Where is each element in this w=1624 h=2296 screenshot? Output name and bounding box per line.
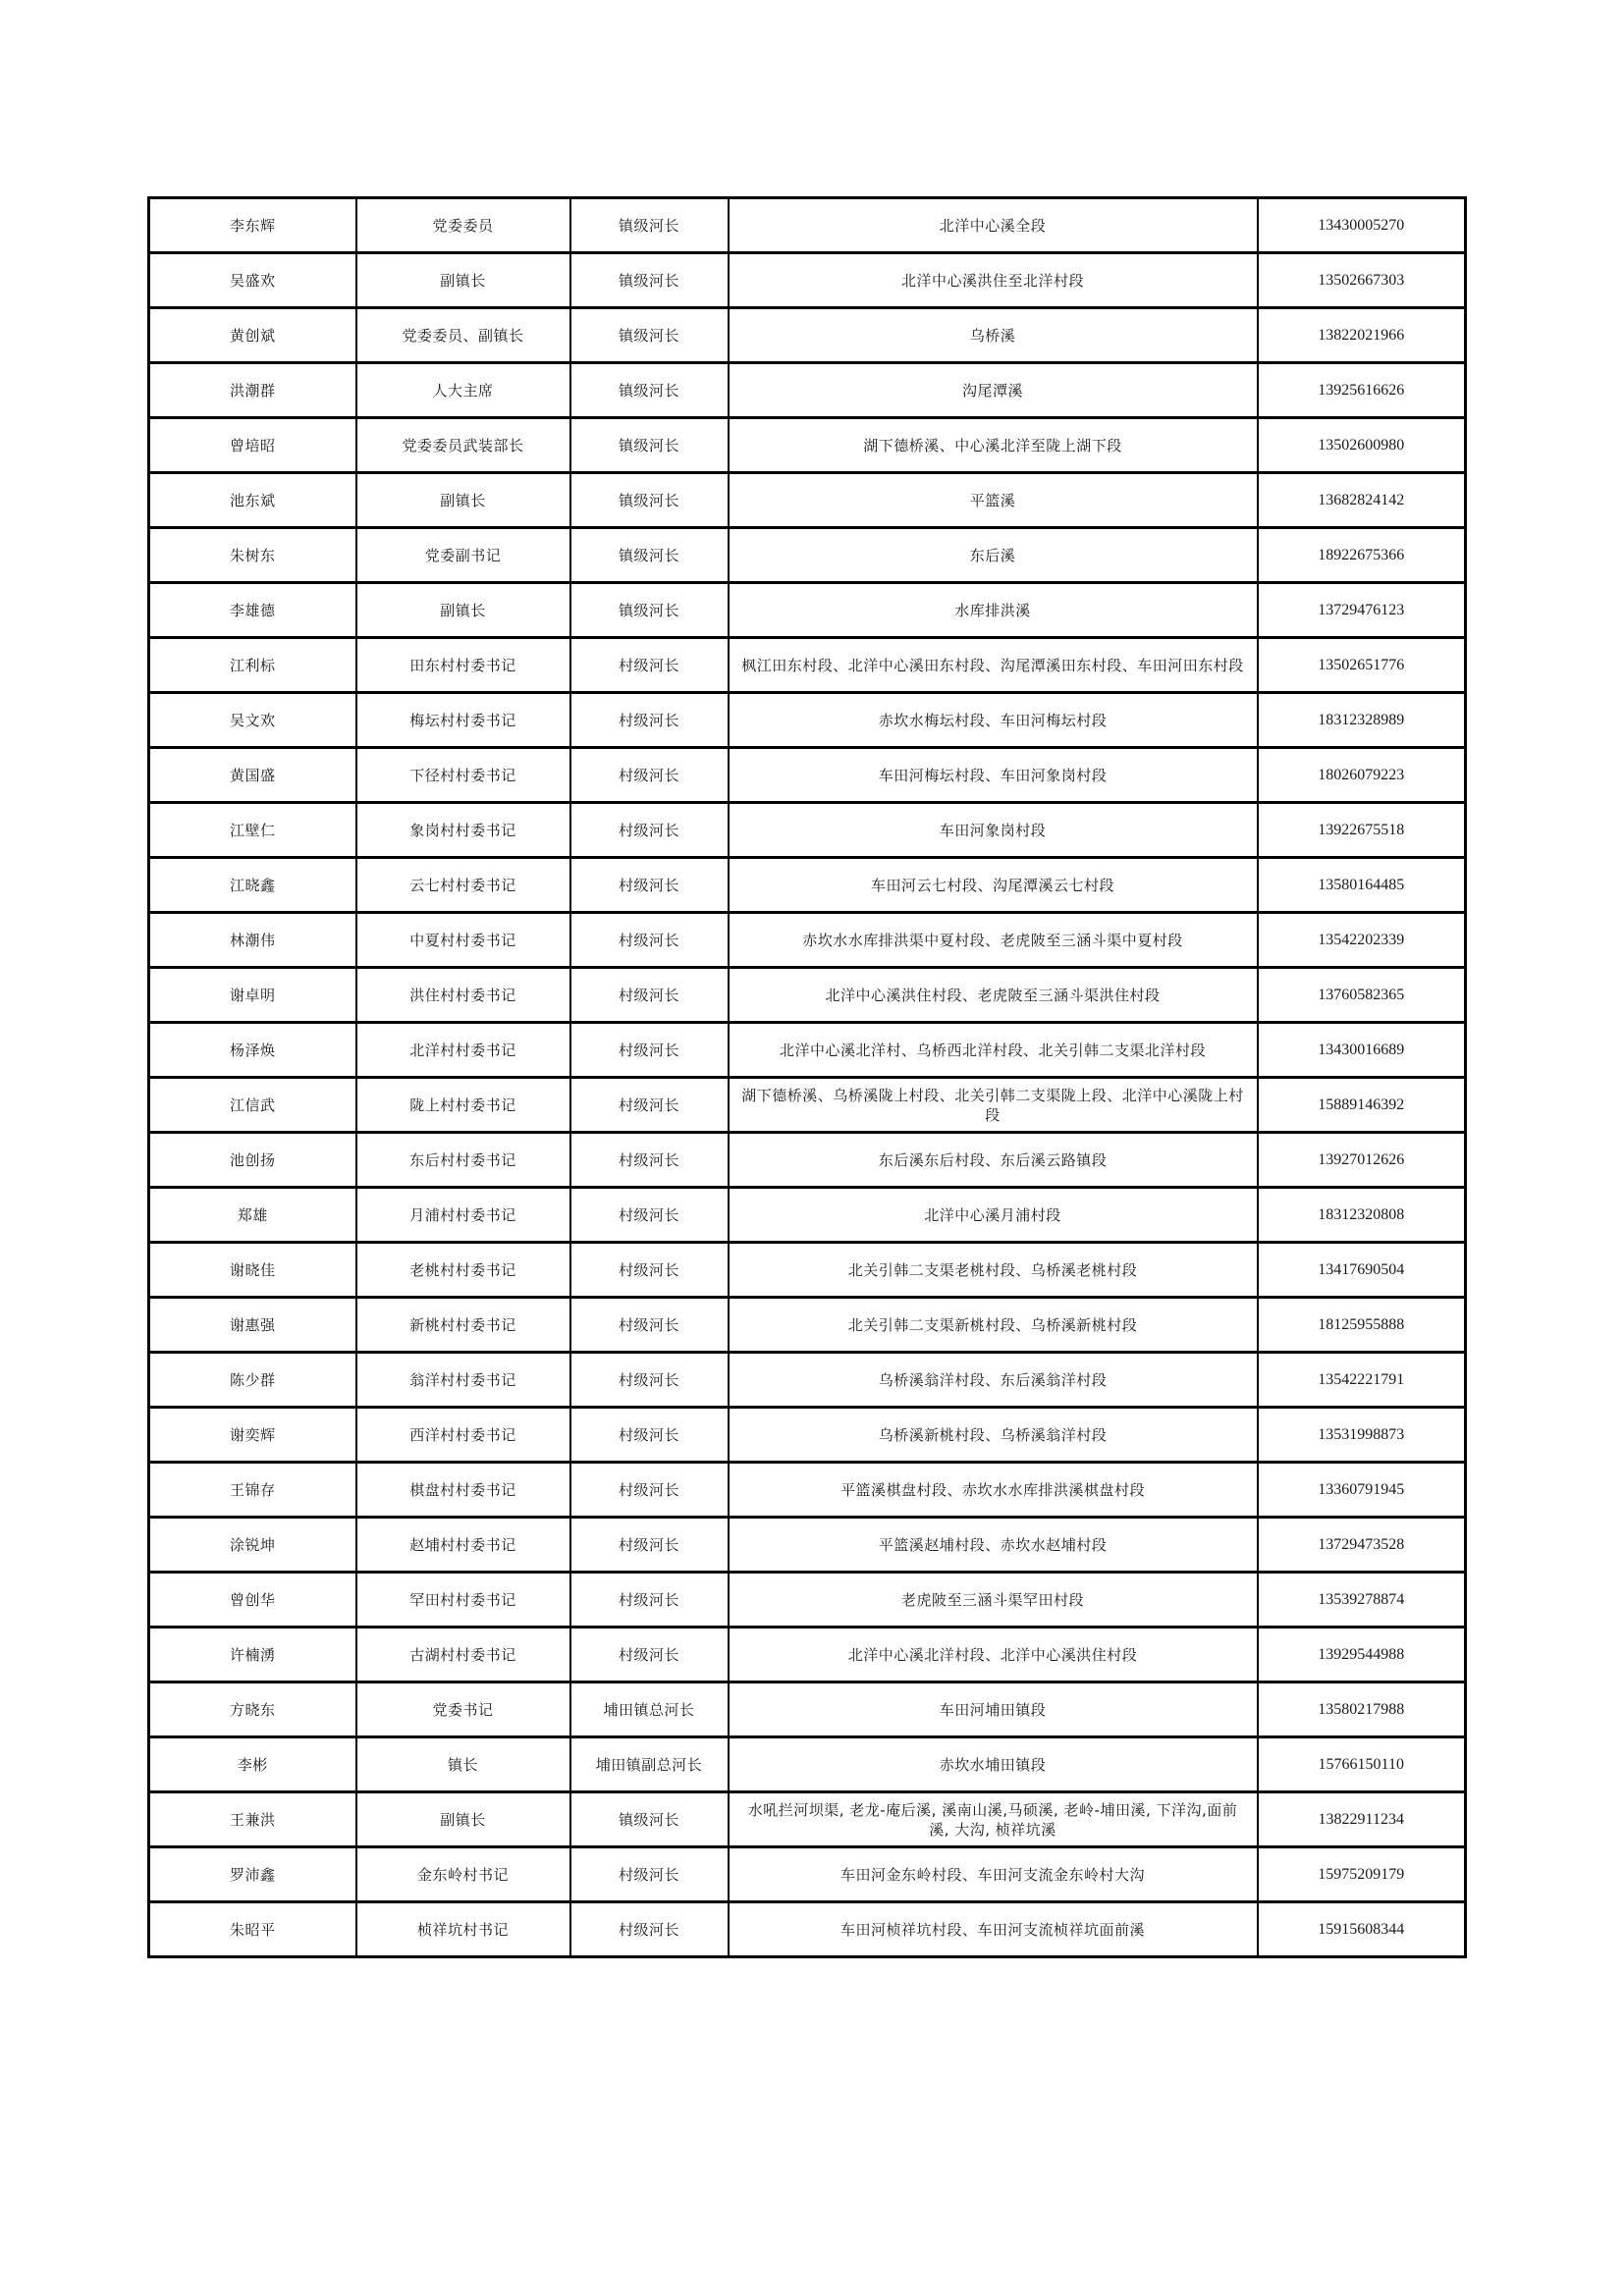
level-cell: 镇级河长 xyxy=(570,418,729,473)
phone-cell: 13502651776 xyxy=(1258,638,1466,693)
level-cell: 村级河长 xyxy=(570,968,729,1023)
position-cell: 东后村村委书记 xyxy=(356,1133,570,1188)
phone-cell: 13682824142 xyxy=(1258,473,1466,528)
phone-cell: 13580164485 xyxy=(1258,858,1466,913)
position-cell: 副镇长 xyxy=(356,1792,570,1847)
level-cell: 村级河长 xyxy=(570,748,729,803)
level-cell: 村级河长 xyxy=(570,1628,729,1682)
position-cell: 副镇长 xyxy=(356,583,570,638)
position-cell: 西洋村村委书记 xyxy=(356,1408,570,1463)
phone-cell: 13580217988 xyxy=(1258,1682,1466,1737)
river-cell: 平篮溪 xyxy=(729,473,1258,528)
river-cell: 北关引韩二支渠老桃村段、乌桥溪老桃村段 xyxy=(729,1243,1258,1298)
name-cell: 谢奕辉 xyxy=(149,1408,356,1463)
level-cell: 村级河长 xyxy=(570,1133,729,1188)
level-cell: 镇级河长 xyxy=(570,253,729,308)
level-cell: 村级河长 xyxy=(570,1188,729,1243)
position-cell: 梅坛村村委书记 xyxy=(356,693,570,748)
name-cell: 王锦存 xyxy=(149,1463,356,1518)
table-row xyxy=(149,1133,1466,1188)
name-cell: 曾培昭 xyxy=(149,418,356,473)
position-cell: 象岗村村委书记 xyxy=(356,803,570,858)
position-cell: 党委委员、副镇长 xyxy=(356,308,570,363)
level-cell: 镇级河长 xyxy=(570,1792,729,1847)
phone-cell: 13925616626 xyxy=(1258,363,1466,418)
river-cell: 平篮溪棋盘村段、赤坎水水库排洪溪棋盘村段 xyxy=(729,1463,1258,1518)
name-cell: 李雄德 xyxy=(149,583,356,638)
river-cell: 车田河埔田镇段 xyxy=(729,1682,1258,1737)
phone-cell: 18922675366 xyxy=(1258,528,1466,583)
name-cell: 黄国盛 xyxy=(149,748,356,803)
phone-cell: 13760582365 xyxy=(1258,968,1466,1023)
level-cell: 村级河长 xyxy=(570,913,729,968)
table-row xyxy=(149,968,1466,1023)
table-row xyxy=(149,1078,1466,1133)
table-row xyxy=(149,1298,1466,1353)
level-cell: 村级河长 xyxy=(570,638,729,693)
river-cell: 北洋中心溪洪住村段、老虎陂至三涵斗渠洪住村段 xyxy=(729,968,1258,1023)
name-cell: 曾创华 xyxy=(149,1573,356,1628)
table-row xyxy=(149,308,1466,363)
position-cell: 副镇长 xyxy=(356,253,570,308)
table-row xyxy=(149,583,1466,638)
table-row xyxy=(149,1023,1466,1078)
level-cell: 村级河长 xyxy=(570,1847,729,1902)
level-cell: 镇级河长 xyxy=(570,308,729,363)
position-cell: 老桃村村委书记 xyxy=(356,1243,570,1298)
level-cell: 村级河长 xyxy=(570,1353,729,1408)
phone-cell: 13542221791 xyxy=(1258,1353,1466,1408)
river-cell: 乌桥溪 xyxy=(729,308,1258,363)
position-cell: 云七村村委书记 xyxy=(356,858,570,913)
table-row xyxy=(149,1518,1466,1573)
table-row xyxy=(149,913,1466,968)
position-cell: 赵埔村村委书记 xyxy=(356,1518,570,1573)
phone-cell: 15766150110 xyxy=(1258,1737,1466,1792)
river-cell: 北洋中心溪北洋村、乌桥西北洋村段、北关引韩二支渠北洋村段 xyxy=(729,1023,1258,1078)
phone-cell: 18026079223 xyxy=(1258,748,1466,803)
position-cell: 党委副书记 xyxy=(356,528,570,583)
table-row xyxy=(149,473,1466,528)
river-cell: 平篮溪赵埔村段、赤坎水赵埔村段 xyxy=(729,1518,1258,1573)
name-cell: 郑雄 xyxy=(149,1188,356,1243)
name-cell: 吴文欢 xyxy=(149,693,356,748)
position-cell: 翁洋村村委书记 xyxy=(356,1353,570,1408)
position-cell: 罕田村村委书记 xyxy=(356,1573,570,1628)
river-cell: 北洋中心溪月浦村段 xyxy=(729,1188,1258,1243)
phone-cell: 13929544988 xyxy=(1258,1628,1466,1682)
phone-cell: 18312328989 xyxy=(1258,693,1466,748)
position-cell: 桢祥坑村书记 xyxy=(356,1902,570,1957)
river-cell: 赤坎水水库排洪渠中夏村段、老虎陂至三涵斗渠中夏村段 xyxy=(729,913,1258,968)
position-cell: 党委委员武装部长 xyxy=(356,418,570,473)
river-cell: 乌桥溪翁洋村段、东后溪翁洋村段 xyxy=(729,1353,1258,1408)
table-row xyxy=(149,1792,1466,1847)
table-row xyxy=(149,803,1466,858)
level-cell: 埔田镇总河长 xyxy=(570,1682,729,1737)
level-cell: 村级河长 xyxy=(570,1463,729,1518)
level-cell: 镇级河长 xyxy=(570,198,729,253)
position-cell: 月浦村村委书记 xyxy=(356,1188,570,1243)
phone-cell: 13430005270 xyxy=(1258,198,1466,253)
name-cell: 江晓鑫 xyxy=(149,858,356,913)
phone-cell: 13822021966 xyxy=(1258,308,1466,363)
name-cell: 江信武 xyxy=(149,1078,356,1133)
level-cell: 村级河长 xyxy=(570,803,729,858)
table-row xyxy=(149,418,1466,473)
river-cell: 北洋中心溪全段 xyxy=(729,198,1258,253)
river-cell: 车田河象岗村段 xyxy=(729,803,1258,858)
position-cell: 副镇长 xyxy=(356,473,570,528)
phone-cell: 13502667303 xyxy=(1258,253,1466,308)
name-cell: 许楠湧 xyxy=(149,1628,356,1682)
level-cell: 村级河长 xyxy=(570,1243,729,1298)
river-cell: 水库排洪溪 xyxy=(729,583,1258,638)
table-row xyxy=(149,638,1466,693)
name-cell: 江利标 xyxy=(149,638,356,693)
phone-cell: 13542202339 xyxy=(1258,913,1466,968)
table-row xyxy=(149,1243,1466,1298)
table-row xyxy=(149,1847,1466,1902)
level-cell: 村级河长 xyxy=(570,858,729,913)
river-cell: 车田河梅坛村段、车田河象岗村段 xyxy=(729,748,1258,803)
river-cell: 车田河桢祥坑村段、车田河支流桢祥坑面前溪 xyxy=(729,1902,1258,1957)
level-cell: 镇级河长 xyxy=(570,363,729,418)
phone-cell: 13539278874 xyxy=(1258,1573,1466,1628)
phone-cell: 13729473528 xyxy=(1258,1518,1466,1573)
level-cell: 镇级河长 xyxy=(570,583,729,638)
position-cell: 棋盘村村委书记 xyxy=(356,1463,570,1518)
phone-cell: 13360791945 xyxy=(1258,1463,1466,1518)
name-cell: 黄创斌 xyxy=(149,308,356,363)
table-row xyxy=(149,748,1466,803)
river-cell: 沟尾潭溪 xyxy=(729,363,1258,418)
phone-cell: 15975209179 xyxy=(1258,1847,1466,1902)
level-cell: 镇级河长 xyxy=(570,473,729,528)
table-row xyxy=(149,1188,1466,1243)
name-cell: 谢卓明 xyxy=(149,968,356,1023)
name-cell: 池创扬 xyxy=(149,1133,356,1188)
table-row xyxy=(149,1628,1466,1682)
phone-cell: 13430016689 xyxy=(1258,1023,1466,1078)
phone-cell: 13502600980 xyxy=(1258,418,1466,473)
river-chief-roster-table xyxy=(147,196,1467,1958)
river-cell: 北洋中心溪洪住至北洋村段 xyxy=(729,253,1258,308)
table-body xyxy=(149,198,1466,1957)
river-cell: 东后溪东后村段、东后溪云路镇段 xyxy=(729,1133,1258,1188)
name-cell: 李东辉 xyxy=(149,198,356,253)
name-cell: 洪潮群 xyxy=(149,363,356,418)
level-cell: 村级河长 xyxy=(570,1298,729,1353)
table-row xyxy=(149,1353,1466,1408)
phone-cell: 13927012626 xyxy=(1258,1133,1466,1188)
position-cell: 中夏村村委书记 xyxy=(356,913,570,968)
position-cell: 党委书记 xyxy=(356,1682,570,1737)
name-cell: 陈少群 xyxy=(149,1353,356,1408)
table-row xyxy=(149,858,1466,913)
name-cell: 林潮伟 xyxy=(149,913,356,968)
table-row xyxy=(149,1737,1466,1792)
position-cell: 古湖村村委书记 xyxy=(356,1628,570,1682)
position-cell: 田东村村委书记 xyxy=(356,638,570,693)
table-row xyxy=(149,253,1466,308)
level-cell: 镇级河长 xyxy=(570,528,729,583)
river-cell: 湖下德桥溪、乌桥溪陇上村段、北关引韩二支渠陇上段、北洋中心溪陇上村段 xyxy=(729,1078,1258,1133)
name-cell: 池东斌 xyxy=(149,473,356,528)
position-cell: 北洋村村委书记 xyxy=(356,1023,570,1078)
river-cell: 北洋中心溪北洋村段、北洋中心溪洪住村段 xyxy=(729,1628,1258,1682)
table-row xyxy=(149,693,1466,748)
position-cell: 洪住村村委书记 xyxy=(356,968,570,1023)
river-cell: 水吼拦河坝渠, 老龙-庵后溪, 溪南山溪,马硕溪, 老岭-埔田溪, 下洋沟,面前溪, 大沟, 桢祥坑溪 xyxy=(729,1792,1258,1847)
position-cell: 镇长 xyxy=(356,1737,570,1792)
river-cell: 乌桥溪新桃村段、乌桥溪翁洋村段 xyxy=(729,1408,1258,1463)
position-cell: 下径村村委书记 xyxy=(356,748,570,803)
river-cell: 赤坎水埔田镇段 xyxy=(729,1737,1258,1792)
name-cell: 谢晓佳 xyxy=(149,1243,356,1298)
level-cell: 村级河长 xyxy=(570,1078,729,1133)
phone-cell: 18125955888 xyxy=(1258,1298,1466,1353)
level-cell: 村级河长 xyxy=(570,1023,729,1078)
table-row xyxy=(149,1408,1466,1463)
position-cell: 金东岭村书记 xyxy=(356,1847,570,1902)
level-cell: 村级河长 xyxy=(570,1902,729,1957)
name-cell: 杨泽焕 xyxy=(149,1023,356,1078)
river-cell: 老虎陂至三涵斗渠罕田村段 xyxy=(729,1573,1258,1628)
level-cell: 村级河长 xyxy=(570,693,729,748)
position-cell: 党委委员 xyxy=(356,198,570,253)
phone-cell: 13729476123 xyxy=(1258,583,1466,638)
phone-cell: 15889146392 xyxy=(1258,1078,1466,1133)
river-cell: 湖下德桥溪、中心溪北洋至陇上湖下段 xyxy=(729,418,1258,473)
level-cell: 村级河长 xyxy=(570,1408,729,1463)
name-cell: 江壁仁 xyxy=(149,803,356,858)
level-cell: 村级河长 xyxy=(570,1518,729,1573)
name-cell: 涂锐坤 xyxy=(149,1518,356,1573)
river-cell: 赤坎水梅坛村段、车田河梅坛村段 xyxy=(729,693,1258,748)
phone-cell: 18312320808 xyxy=(1258,1188,1466,1243)
name-cell: 吴盛欢 xyxy=(149,253,356,308)
table-row xyxy=(149,528,1466,583)
name-cell: 王兼洪 xyxy=(149,1792,356,1847)
river-cell: 北关引韩二支渠新桃村段、乌桥溪新桃村段 xyxy=(729,1298,1258,1353)
name-cell: 朱昭平 xyxy=(149,1902,356,1957)
table-row xyxy=(149,1463,1466,1518)
table-row xyxy=(149,1682,1466,1737)
table-row xyxy=(149,1573,1466,1628)
table-row xyxy=(149,1902,1466,1957)
name-cell: 罗沛鑫 xyxy=(149,1847,356,1902)
phone-cell: 13417690504 xyxy=(1258,1243,1466,1298)
position-cell: 人大主席 xyxy=(356,363,570,418)
river-cell: 车田河云七村段、沟尾潭溪云七村段 xyxy=(729,858,1258,913)
position-cell: 陇上村村委书记 xyxy=(356,1078,570,1133)
name-cell: 谢惠强 xyxy=(149,1298,356,1353)
river-cell: 车田河金东岭村段、车田河支流金东岭村大沟 xyxy=(729,1847,1258,1902)
level-cell: 村级河长 xyxy=(570,1573,729,1628)
table-row xyxy=(149,363,1466,418)
phone-cell: 15915608344 xyxy=(1258,1902,1466,1957)
river-cell: 东后溪 xyxy=(729,528,1258,583)
phone-cell: 13531998873 xyxy=(1258,1408,1466,1463)
position-cell: 新桃村村委书记 xyxy=(356,1298,570,1353)
table-row xyxy=(149,198,1466,253)
name-cell: 朱树东 xyxy=(149,528,356,583)
level-cell: 埔田镇副总河长 xyxy=(570,1737,729,1792)
phone-cell: 13822911234 xyxy=(1258,1792,1466,1847)
river-cell: 枫江田东村段、北洋中心溪田东村段、沟尾潭溪田东村段、车田河田东村段 xyxy=(729,638,1258,693)
name-cell: 李彬 xyxy=(149,1737,356,1792)
name-cell: 方晓东 xyxy=(149,1682,356,1737)
phone-cell: 13922675518 xyxy=(1258,803,1466,858)
